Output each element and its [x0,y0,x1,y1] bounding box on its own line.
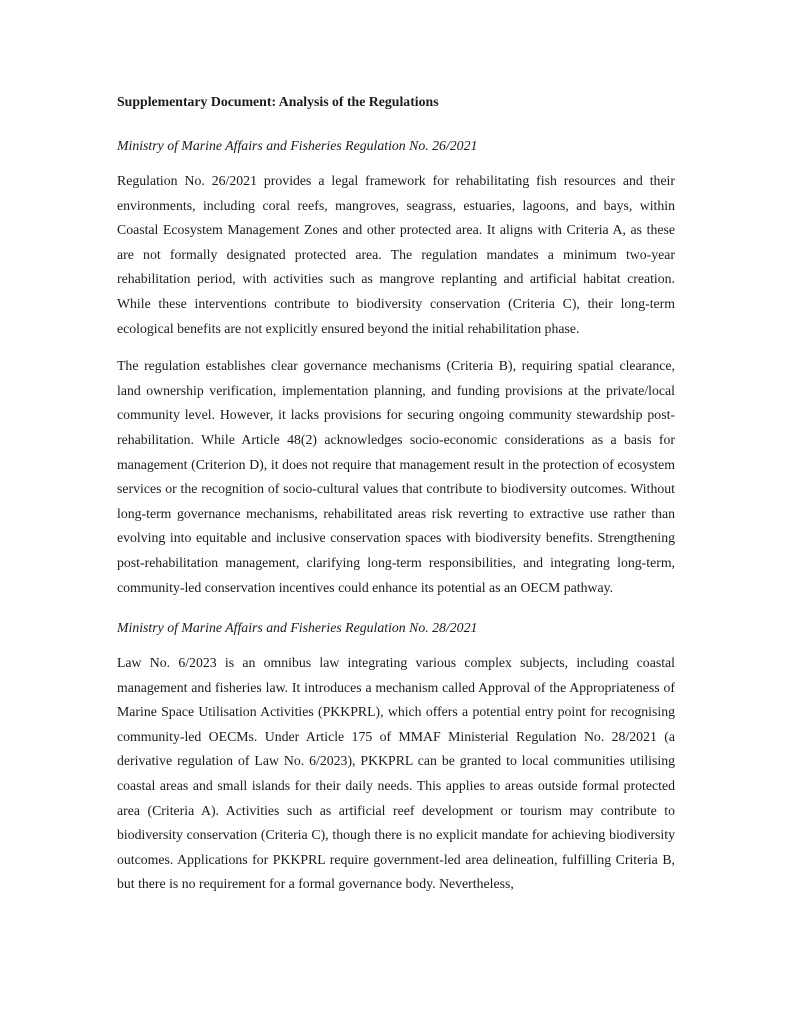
document-title: Supplementary Document: Analysis of the Regulations [117,94,439,109]
section-heading-regulation-26-2021: Ministry of Marine Affairs and Fisheries Regulation No. 26/2021 [117,138,478,153]
paragraph-regulation-26-overview: Regulation No. 26/2021 provides a legal framework for rehabilitating fish resources and their environments, including coral reefs, mangroves, seagrass, estuaries, lagoons, and bays, within Coastal Ecosystem Management Zones and other protected area. It aligns with Criteria A, as these are not formally designated protected area. The regulation mandates a minimum two-year rehabilitation period, with activities such as mangrove replanting and artificial habitat creation. While these interventions contribute to biodiversity conservation (Criteria C), their long-term ecological benefits are not explicitly ensured beyond the initial rehabilitation phase. [117,173,675,336]
paragraph-regulation-26-governance: The regulation establishes clear governance mechanisms (Criteria B), requiring spatial clearance, land ownership verification, implementation planning, and funding provisions at the private/local community level. However, it lacks provisions for securing ongoing community stewardship post-rehabilitation. While Article 48(2) acknowledges socio-economic considerations as a basis for management (Criterion D), it does not require that management result in the protection of ecosystem services or the recognition of socio-cultural values that contribute to biodiversity outcomes. Without long-term governance mechanisms, rehabilitated areas risk reverting to extractive use rather than evolving into equitable and inclusive conservation spaces with biodiversity benefits. Strengthening post-rehabilitation management, clarifying long-term responsibilities, and integrating long-term, community-led conservation incentives could enhance its potential as an OECM pathway. [117,358,675,595]
section-heading-regulation-28-2021: Ministry of Marine Affairs and Fisheries Regulation No. 28/2021 [117,620,478,636]
paragraph-regulation-28-overview: Law No. 6/2023 is an omnibus law integrating various complex subjects, including coastal management and fisheries law. It introduces a mechanism called Approval of the Appropriateness of Marine Space Utilisation Activities (PKKPRL), which offers a potential entry point for recognising community-led OECMs. Under Article 175 of MMAF Ministerial Regulation No. 28/2021 (a derivative regulation of Law No. 6/2023), PKKPRL can be granted to local communities utilising coastal areas and small islands for their daily needs. This applies to areas outside formal protected area (Criteria A). Activities such as artificial reef development or tourism may contribute to biodiversity conservation (Criteria C), though there is no explicit mandate for achieving biodiversity outcomes. Applications for PKKPRL require government-led area delineation, fulfilling Criteria B, but there is no requirement for a formal governance body. Nevertheless, [117,655,675,892]
